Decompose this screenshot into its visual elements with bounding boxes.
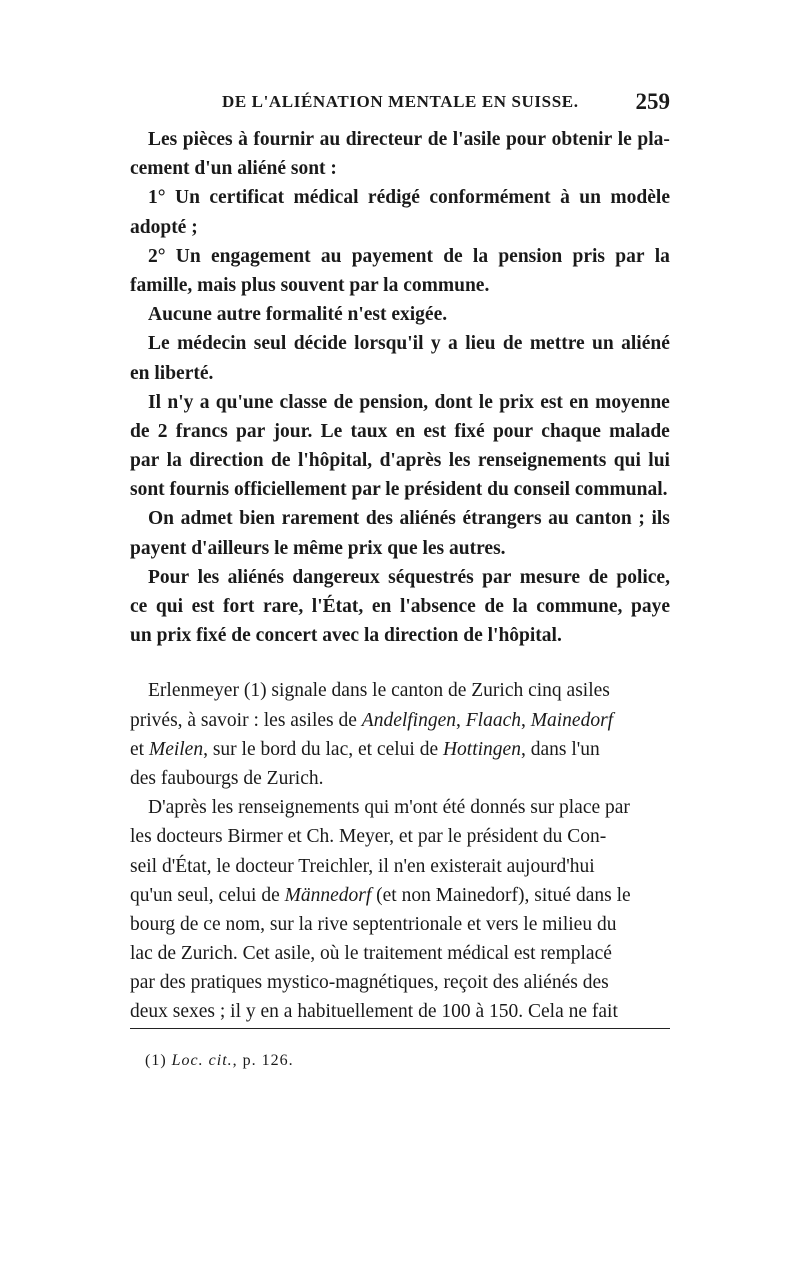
text-body	[130, 125, 670, 1027]
word: de	[333, 391, 354, 413]
word: de	[588, 566, 608, 588]
word: moyenne	[595, 391, 670, 413]
word: de	[427, 129, 448, 150]
word: pour	[505, 129, 547, 150]
word: pla-	[637, 129, 670, 150]
word: lorsqu'il	[354, 333, 424, 355]
text-line: deux sexes ; il y en a habituellement de 100 à 150. Cela ne fait	[130, 1001, 618, 1023]
word: un	[592, 333, 614, 355]
word: l'absence	[399, 596, 476, 617]
text-line: D'après les renseignements qui m'ont été donnés sur place par	[148, 797, 630, 819]
word: admet	[180, 508, 233, 530]
word: par	[130, 450, 160, 472]
place-name: Andelfingen	[361, 709, 457, 731]
word: pension,	[359, 391, 429, 413]
word: ce	[130, 596, 148, 617]
text-line: en liberté.	[130, 362, 214, 384]
word: par	[236, 420, 266, 442]
word: médical	[293, 187, 359, 209]
text-line: payent d'ailleurs le même prix que les autres.	[130, 537, 506, 559]
footnote	[145, 1052, 294, 1070]
place-name: Männedorf	[284, 884, 372, 906]
word: la	[512, 596, 528, 617]
text-line: Aucune autre formalité n'est exigée.	[148, 304, 448, 326]
text-line	[130, 388, 670, 417]
word: obtenir	[551, 129, 613, 150]
text-line: seil d'État, le docteur Treichler, il n'en existerait aujourd'hui	[130, 855, 595, 877]
word: de	[484, 596, 504, 617]
text-span: privés, à savoir : les asiles de	[130, 709, 357, 731]
text-line	[130, 592, 670, 621]
word: de	[130, 420, 150, 442]
footnote-text: , p. 126.	[232, 1052, 294, 1069]
word: modèle	[610, 187, 670, 209]
word: qui	[155, 596, 184, 617]
place-name: Flaach	[465, 709, 521, 731]
text-line: des faubourgs de Zurich.	[130, 767, 324, 789]
word: l'État,	[311, 596, 364, 617]
footnote-ref: Loc. cit.	[171, 1052, 233, 1069]
word: séquestrés	[388, 566, 474, 588]
word: dont	[434, 391, 473, 413]
word: seul	[253, 333, 287, 355]
place-name: Mainedorf	[530, 709, 614, 731]
word: d'après	[379, 450, 442, 472]
word: fournir	[253, 129, 315, 150]
text-line: privés, à savoir : les asiles de Andelfingen, Flaach, Mainedorf	[130, 709, 614, 731]
word: à	[238, 129, 248, 150]
word: le	[617, 129, 632, 150]
word: y	[430, 333, 441, 355]
word: pour	[492, 420, 534, 442]
footnote-marker: (1)	[145, 1052, 167, 1069]
word: est	[191, 596, 215, 617]
word: ;	[638, 508, 645, 530]
text-line: cement d'un aliéné sont :	[130, 158, 337, 180]
word: a	[199, 391, 210, 413]
word: pension	[498, 245, 563, 267]
word: la	[166, 450, 182, 472]
word: fixé	[454, 420, 485, 442]
word: rarement	[281, 508, 360, 530]
word: fort	[222, 596, 255, 617]
text-span: qu'un seul, celui de	[130, 884, 280, 906]
word: directeur	[345, 129, 423, 150]
word: direction	[189, 450, 264, 472]
word: qui	[613, 450, 641, 472]
word: en	[395, 420, 416, 442]
word: aliéné	[621, 333, 670, 355]
word: est	[423, 420, 447, 442]
word: est	[540, 391, 563, 413]
place-name: Hottingen	[442, 738, 521, 760]
word: rédigé	[367, 187, 420, 209]
word: au	[319, 129, 341, 150]
word: classe	[279, 391, 328, 413]
text-span: , dans l'un	[520, 738, 600, 760]
running-header	[130, 89, 670, 122]
regular-section	[130, 676, 670, 1026]
word: Les	[148, 129, 178, 150]
word: Un	[175, 187, 200, 209]
word: a	[448, 333, 458, 355]
text-line: sont fournis officiellement par le président du conseil communal.	[130, 479, 668, 501]
word: mettre	[529, 333, 585, 355]
word: lieu	[465, 333, 496, 355]
text-line	[130, 329, 670, 358]
word: les	[197, 566, 220, 588]
word: qu'une	[215, 391, 274, 413]
text-line: un prix fixé de concert avec la direction de l'hôpital.	[130, 625, 562, 647]
word: le	[478, 391, 493, 413]
word: taux	[350, 420, 388, 442]
word: engagement	[210, 245, 311, 267]
word: décide	[293, 333, 347, 355]
word: en	[569, 391, 589, 413]
word: 1°	[148, 187, 166, 209]
word: francs	[175, 420, 228, 442]
word: pris	[572, 245, 606, 267]
word: commune,	[536, 596, 623, 617]
word: bien	[239, 508, 275, 530]
word: n'y	[167, 391, 194, 413]
word: Un	[175, 245, 201, 267]
word: Le	[320, 420, 343, 442]
word: chaque	[541, 420, 601, 442]
running-title: DE L'ALIÉNATION MENTALE EN SUISSE.	[222, 92, 579, 111]
word: On	[148, 508, 175, 530]
text-line: famille, mais plus souvent par la commune.	[130, 274, 490, 296]
word: aliénés	[399, 508, 456, 530]
word: ils	[651, 508, 670, 530]
text-line	[130, 183, 670, 212]
word: médecin	[177, 333, 247, 355]
word: la	[472, 245, 489, 267]
text-line: adopté ;	[130, 216, 198, 238]
word: la	[654, 245, 670, 267]
text-span: et	[130, 738, 145, 760]
word: au	[320, 245, 342, 267]
text-line	[130, 446, 670, 475]
text-line: bourg de ce nom, sur la rive septentrionale et vers le milieu du	[130, 913, 617, 935]
word: un	[579, 187, 601, 209]
text-line: lac de Zurich. Cet asile, où le traitement médical est remplacé	[130, 943, 612, 965]
word: au	[548, 508, 569, 530]
word: dangereux	[292, 566, 380, 588]
word: l'asile	[452, 129, 501, 150]
word: des	[365, 508, 393, 530]
word: étrangers	[462, 508, 542, 530]
word: 2	[157, 420, 168, 442]
word: en	[371, 596, 392, 617]
word: l'hôpital,	[297, 450, 373, 472]
word: malade	[609, 420, 670, 442]
word: certificat	[209, 187, 285, 209]
text-line: les docteurs Birmer et Ch. Meyer, et par le président du Con-	[130, 826, 607, 848]
word: les	[448, 450, 471, 472]
word: de	[443, 245, 463, 267]
word: à	[560, 187, 570, 209]
word: lui	[648, 450, 670, 472]
word: aliénés	[227, 566, 284, 588]
text-line	[130, 125, 670, 154]
word: de	[502, 333, 523, 355]
word: renseignements	[477, 450, 607, 472]
text-line	[130, 242, 670, 271]
word: par	[482, 566, 512, 588]
footnote-rule	[130, 1028, 670, 1029]
word: canton	[575, 508, 632, 530]
word: rare,	[262, 596, 304, 617]
page-number: 259	[635, 89, 670, 114]
text-line	[130, 881, 670, 910]
text-line	[130, 417, 670, 446]
word: prix	[499, 391, 534, 413]
word: pièces	[182, 129, 233, 150]
word: mesure	[519, 566, 581, 588]
word: conformément	[429, 187, 551, 209]
word: jour.	[273, 420, 313, 442]
word: 2°	[148, 245, 166, 267]
word: Il	[148, 391, 162, 413]
text-line: par des pratiques mystico-magnétiques, reçoit des aliénés des	[130, 972, 609, 994]
text-line	[130, 735, 670, 764]
word: Le	[148, 333, 170, 355]
text-line	[130, 504, 670, 533]
word: police,	[616, 566, 670, 588]
word: payement	[351, 245, 433, 267]
word: de	[271, 450, 291, 472]
word: Pour	[148, 566, 190, 588]
word: par	[615, 245, 645, 267]
text-span: (et non Mainedorf), situé dans le	[376, 884, 631, 906]
text-line	[130, 563, 670, 592]
section-gap	[130, 650, 670, 676]
text-line: Erlenmeyer (1) signale dans le canton de Zurich cinq asiles	[148, 680, 610, 702]
word: paye	[630, 596, 670, 617]
place-name: Meilen	[148, 738, 204, 760]
text-span: , sur le bord du lac, et celui de	[203, 738, 439, 760]
